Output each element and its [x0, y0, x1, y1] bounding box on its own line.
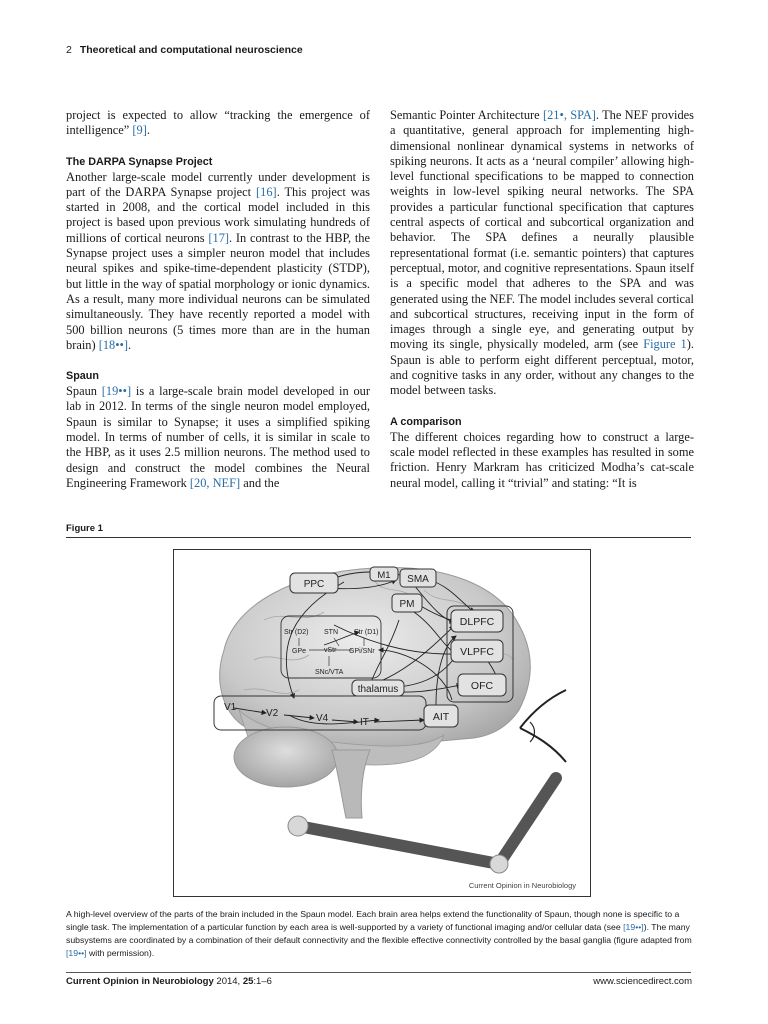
label-str-d2: Str (D2) [284, 629, 309, 636]
text: project is expected to allow “tracking the emergence of intelligence” [66, 108, 370, 138]
label-snc-vta: SNc/VTA [315, 669, 344, 676]
brainstem-shape [332, 750, 370, 818]
text: . In contrast to the HBP, the Synapse project uses a simpler neuron model that includes neural spikes and spike-time-dependent plasticity (STDP), but little in the way of spatial morphology or ionic dynamics. As a result, many more individual neurons can be simulated simultaneously. They have recently reported a model with 500 billion neurons (5 times more than are in the human brain) [66, 230, 370, 352]
region-ait [424, 705, 458, 727]
text: . This project was started in 2008, and the cortical model included in this project is based upon previous work simulating hundreds of millions of cortical neurons [66, 184, 370, 245]
figure-caption [66, 908, 692, 960]
label-gpe: GPe [292, 648, 307, 655]
text: and the [243, 475, 280, 490]
paragraph [66, 384, 370, 491]
region-ppc [290, 573, 338, 593]
footer-divider [66, 972, 691, 973]
label-v4: V4 [316, 713, 329, 724]
svg-text:thalamus: thalamus [357, 684, 399, 695]
right-column [390, 108, 694, 491]
label-str-d1: Str (D1) [354, 629, 379, 636]
citation-link[interactable]: [9] [132, 123, 147, 138]
pages: :1–6 [253, 976, 272, 987]
cerebellum-shape [234, 727, 338, 787]
svg-text:VLPFC: VLPFC [460, 646, 494, 658]
figure-link[interactable]: Figure 1 [643, 337, 687, 352]
paragraph: Another large-scale model currently under development is part of the DARPA Synapse project [16]. This project was started in 2008, and the cortical model included in this project is based upon previous work simulating hundreds of millions of cortical neurons [17]. In contrast to the HBP, the Synapse project uses a simpler neuron model that includes neural spikes and spike-time-dependent plasticity (STDP), but little in the way of spatial morphology or ionic dynamics. As a result, many more individual neurons can be simulated simultaneously. They have recently reported a model with 500 billion neurons (5 times more than are in the human brain) [18••]. [66, 169, 370, 352]
text: Semantic Pointer Architecture [390, 108, 540, 122]
svg-text:AIT: AIT [432, 711, 450, 723]
brain-diagram [174, 550, 590, 896]
svg-text:SMA: SMA [407, 574, 429, 585]
citation-link[interactable]: [16] [256, 184, 277, 199]
section-title: Theoretical and computational neuroscience [79, 44, 303, 56]
svg-text:OFC: OFC [470, 680, 494, 692]
citation-link[interactable]: [17] [208, 230, 230, 245]
citation-link[interactable]: [20, NEF] [189, 475, 241, 490]
region-m1 [370, 567, 398, 581]
text: . The NEF provides a quantitative, general approach for implementing high-dimensional nonlinear dynamical systems in networks of spiking neurons. It acts as a ‘neural compiler’ allowing high-level functional specifications to be mapped to connection weights in low-level spiking neural networks. The SPA provides a particular functional specification that captures central aspects of cortical and subcortical organization and behavior. The SPA defines a neurally plausible representational format (i.e. semantic pointers) that captures perceptual, motor, and cognitive representations. Spaun itself is a specific model that adheres to the SPA and was generated using the NEF. The model includes several cortical and subcortical structures, receiving input in the form of images through a single eye, and generating output by moving its single, physically modeled, arm (see [390, 108, 694, 352]
citation-link[interactable]: [18••] [98, 337, 129, 352]
arm-illustration [288, 778, 556, 873]
figure-divider [66, 537, 691, 538]
running-header [66, 44, 303, 56]
label-gpi-snr: GPi/SNr [349, 648, 375, 655]
paragraph: The different choices regarding how to construct a large-scale model reflected in these examples has resulted in some friction. Henry Markram has criticized Modha’s cat-scale neural model, calling it “trivial” and stating: “It is [390, 429, 694, 490]
region-dlpfc [451, 610, 503, 632]
label-stn: STN [324, 629, 338, 636]
paragraph: project is expected to allow “tracking the emergence of intelligence” [9]. [66, 108, 370, 138]
label-it: IT [360, 717, 369, 728]
label-v1: V1 [224, 702, 237, 713]
region-vlpfc [451, 640, 503, 662]
text: A high-level overview of the parts of the brain included in the Spaun model. Each brain area helps extend the functionality of Spaun, though none is specific to a single task. The implementation of a particular function by each area is well-supported by a variety of functional imaging and/or cellular data (see [66, 909, 680, 932]
footer-citation [66, 976, 272, 987]
text: ). Spaun is able to perform eight different perceptual, motor, and cognitive tasks in any order, without any changes to the model between tasks. [390, 337, 694, 398]
text: Spaun [66, 384, 97, 399]
citation-link[interactable]: [19••] [66, 948, 87, 958]
text: with permission). [89, 948, 155, 958]
figure-panel [173, 549, 591, 897]
svg-text:PM: PM [399, 599, 415, 610]
svg-text:DLPFC: DLPFC [459, 616, 495, 628]
region-ofc [458, 674, 506, 696]
left-column [66, 108, 370, 491]
citation-link[interactable]: [19••] [101, 384, 132, 399]
eye-icon [520, 690, 566, 762]
citation-link[interactable]: [19••] [623, 922, 644, 932]
text: Another large-scale model currently under development is part of the DARPA Synapse project [66, 169, 370, 199]
label-v2: V2 [266, 708, 279, 719]
section-heading: Spaun [66, 370, 99, 383]
section-heading: The DARPA Synapse Project [66, 155, 213, 168]
page-number: 2 [66, 44, 72, 56]
text: is a large-scale brain model developed in our lab in 2012. In terms of the single neuron model employed, Spaun is similar to Synapse; it uses a simplified spiking model. In terms of number of cells, it is similar in scale to the HBP, as it uses 2.5 million neurons. The method used to design and construct the model combines the Neural Engineering Framework [66, 384, 370, 490]
citation-link[interactable]: [21•, SPA] [542, 108, 596, 122]
region-pm [392, 594, 422, 612]
paragraph [390, 108, 694, 399]
text: ). The many subsystems are coordinated by a combination of their default connectivity and the flexible effective connectivity controlled by the basal ganglia (figure adapted from [66, 922, 692, 945]
svg-text:PPC: PPC [303, 579, 325, 590]
footer-website-link[interactable]: www.sciencedirect.com [593, 976, 692, 987]
year: 2014, [216, 976, 241, 987]
figure-label: Figure 1 [66, 523, 103, 534]
journal-name: Current Opinion in Neurobiology [66, 976, 214, 987]
label-vstr: vStr [324, 647, 337, 654]
volume: 25 [242, 976, 254, 987]
section-heading: A comparison [390, 415, 462, 428]
figure-credit: Current Opinion in Neurobiology [468, 881, 576, 890]
svg-text:M1: M1 [377, 570, 391, 581]
region-sma [400, 569, 436, 587]
region-thalamus [352, 680, 404, 696]
